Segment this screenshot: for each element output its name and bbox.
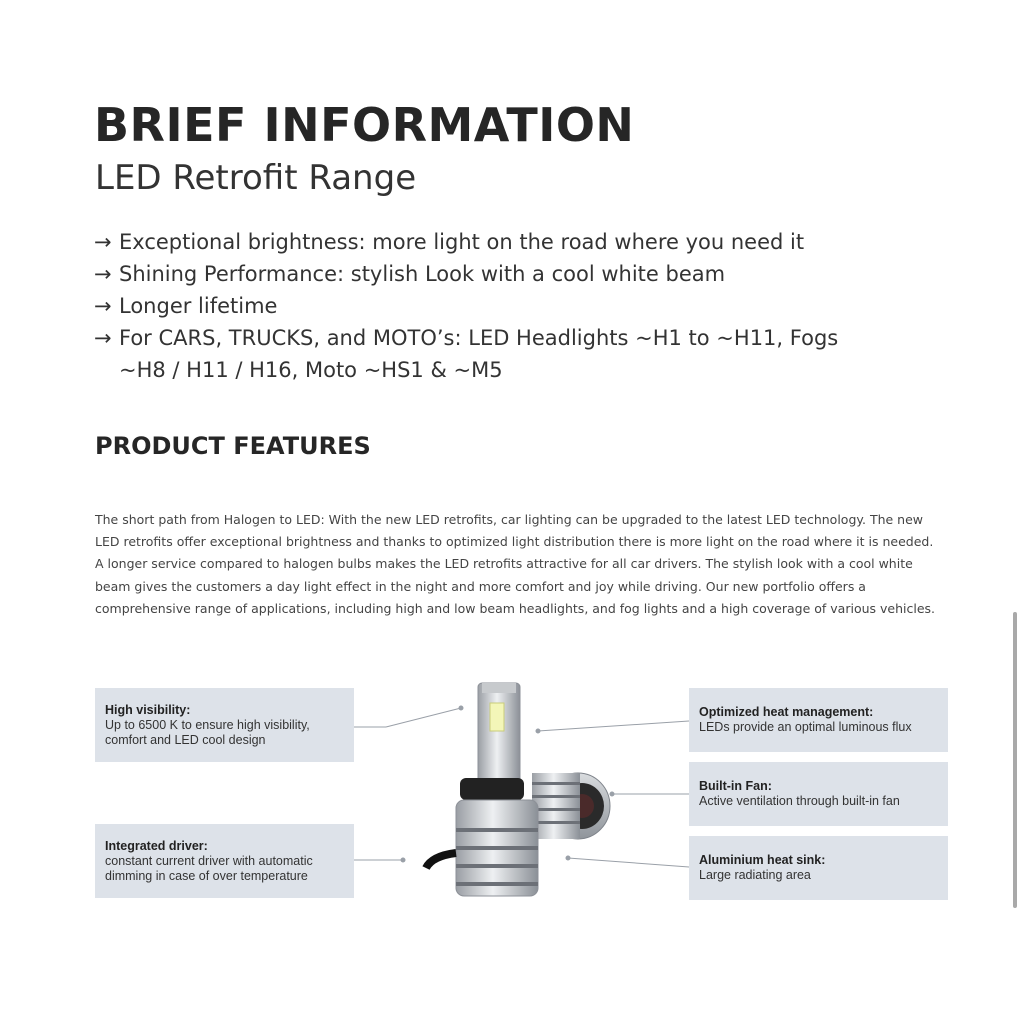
callout-text: constant current driver with automatic dimming in case of over temperature	[105, 853, 313, 883]
scrollbar-thumb[interactable]	[1013, 612, 1017, 908]
callout-title: Aluminium heat sink:	[699, 853, 826, 867]
arrow-right-icon: →	[94, 262, 112, 286]
brief-item-text: For CARS, TRUCKS, and MOTO’s: LED Headlights ~H1 to ~H11, Fogs ~H8 / H11 / H16, Moto ~HS1 & ~M5	[119, 326, 839, 382]
callout-text: LEDs provide an optimal luminous flux	[699, 720, 912, 734]
brief-item-text: Longer lifetime	[119, 294, 278, 318]
led-bulb-image	[420, 678, 620, 903]
connector-dot	[401, 858, 405, 862]
callout-title: Integrated driver:	[105, 838, 208, 853]
product-features-description: The short path from Halogen to LED: With the new LED retrofits, car lighting can be upgraded to the latest LED technology. The new LED retrofits offer exceptional brightness and thanks to optimized light distribution there is more light on the road where it is needed. A longer service compared to halogen bulbs makes the LED retrofits attractive for all car drivers. The stylish look with a cool white beam gives the customers a day light effect in the night and more comfort and joy while driving. Our new portfolio offers a comprehensive range of applications, including high and low beam headlights, and fog lights and a high coverage of various vehicles.	[95, 512, 936, 616]
callout-title: High visibility:	[105, 702, 191, 717]
arrow-right-icon: →	[94, 230, 112, 254]
callout-title: Built-in Fan:	[699, 779, 772, 793]
callout-text: Up to 6500 K to ensure high visibility, comfort and LED cool design	[105, 717, 310, 747]
brief-item-text: Exceptional brightness: more light on the road where you need it	[119, 230, 805, 254]
product-features-heading: PRODUCT FEATURES	[95, 432, 371, 460]
callout-text: Large radiating area	[699, 868, 811, 882]
brief-item-text: Shining Performance: stylish Look with a cool white beam	[119, 262, 726, 286]
callout-title: Optimized heat management:	[699, 705, 874, 719]
arrow-right-icon: →	[94, 294, 112, 318]
page-subtitle: LED Retrofit Range	[95, 158, 417, 198]
arrow-right-icon: →	[94, 326, 112, 350]
callout-text: Active ventilation through built-in fan	[699, 794, 900, 808]
page-title: BRIEF INFORMATION	[94, 98, 635, 152]
